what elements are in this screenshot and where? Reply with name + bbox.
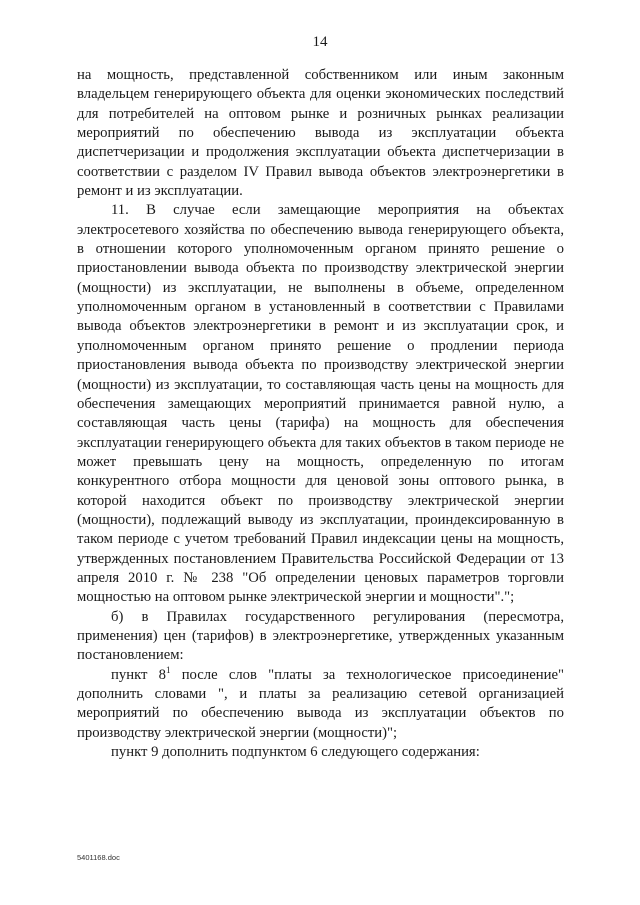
document-body — [77, 66, 564, 762]
paragraph-item-11: 11. В случае если замещающие мероприятия на объектах электросетевого хозяйства по обеспечению вывода генерирующего объекта, в отношении которого уполномоченным органом принято решение о приостановлении вывода объекта по производству электрической энергии (мощности) из эксплуатации, не выполнены в объеме, определенном уполномоченным органом в установленный в соответствии с Правилами вывода объектов электроэнергетики в ремонт и из эксплуатации срок, и уполномоченным органом принято решение о продлении периода приостановления вывода объекта по производству электрической энергии (мощности) из эксплуатации, то составляющая часть цены на мощность для обеспечения замещающих мероприятий принимается равной нулю, а составляющая часть цены (тарифа) на мощность для обеспечения эксплуатации генерирующего объекта для таких объектов в таком периоде не может превышать цену на мощность, определенную по итогам конкурентного отбора мощности для ценовой зоны оптового рынка, в которой находится объект по производству электрической энергии (мощности), подлежащий выводу из эксплуатации, проиндексированную в таком периоде с учетом требований Правил индексации цены на мощность, утвержденных постановлением Правительства Российской Федерации от 13 апреля 2010 г. № 238 "Об определении ценовых параметров торговли мощностью на оптовом рынке электрической энергии и мощности"."; — [77, 202, 564, 606]
paragraph-continuation: на мощность, представленной собственником или иным законным владельцем генерирующего объекта для оценки экономических последствий для потребителей на оптовом рынке и розничных рынках реализации мероприятий по обеспечению вывода из эксплуатации объекта диспетчеризации и продолжения эксплуатации объекта диспетчеризации в соответствии с разделом IV Правил вывода объектов электроэнергетики в ремонт и из эксплуатации. — [77, 67, 564, 200]
point-8-prefix: пункт 8 — [111, 666, 166, 683]
page-number: 14 — [312, 34, 328, 50]
document-footer-filename: 5401168.doc — [77, 853, 120, 862]
paragraph-point-8-1 — [77, 666, 564, 743]
point-8-superscript: 1 — [165, 664, 171, 675]
paragraph-subitem-b: б) в Правилах государственного регулирования (пересмотра, применения) цен (тарифов) в электроэнергетике, утвержденных указанным постановлением: — [77, 608, 564, 664]
point-8-text: после слов "платы за технологическое присоединение" дополнить словами ", и платы за реализацию сетевой организацией мероприятий по обеспечению вывода из эксплуатации объектов по производству электрической энергии (мощности)"; — [77, 666, 564, 741]
paragraph-point-9: пункт 9 дополнить подпунктом 6 следующего содержания: — [111, 744, 480, 761]
